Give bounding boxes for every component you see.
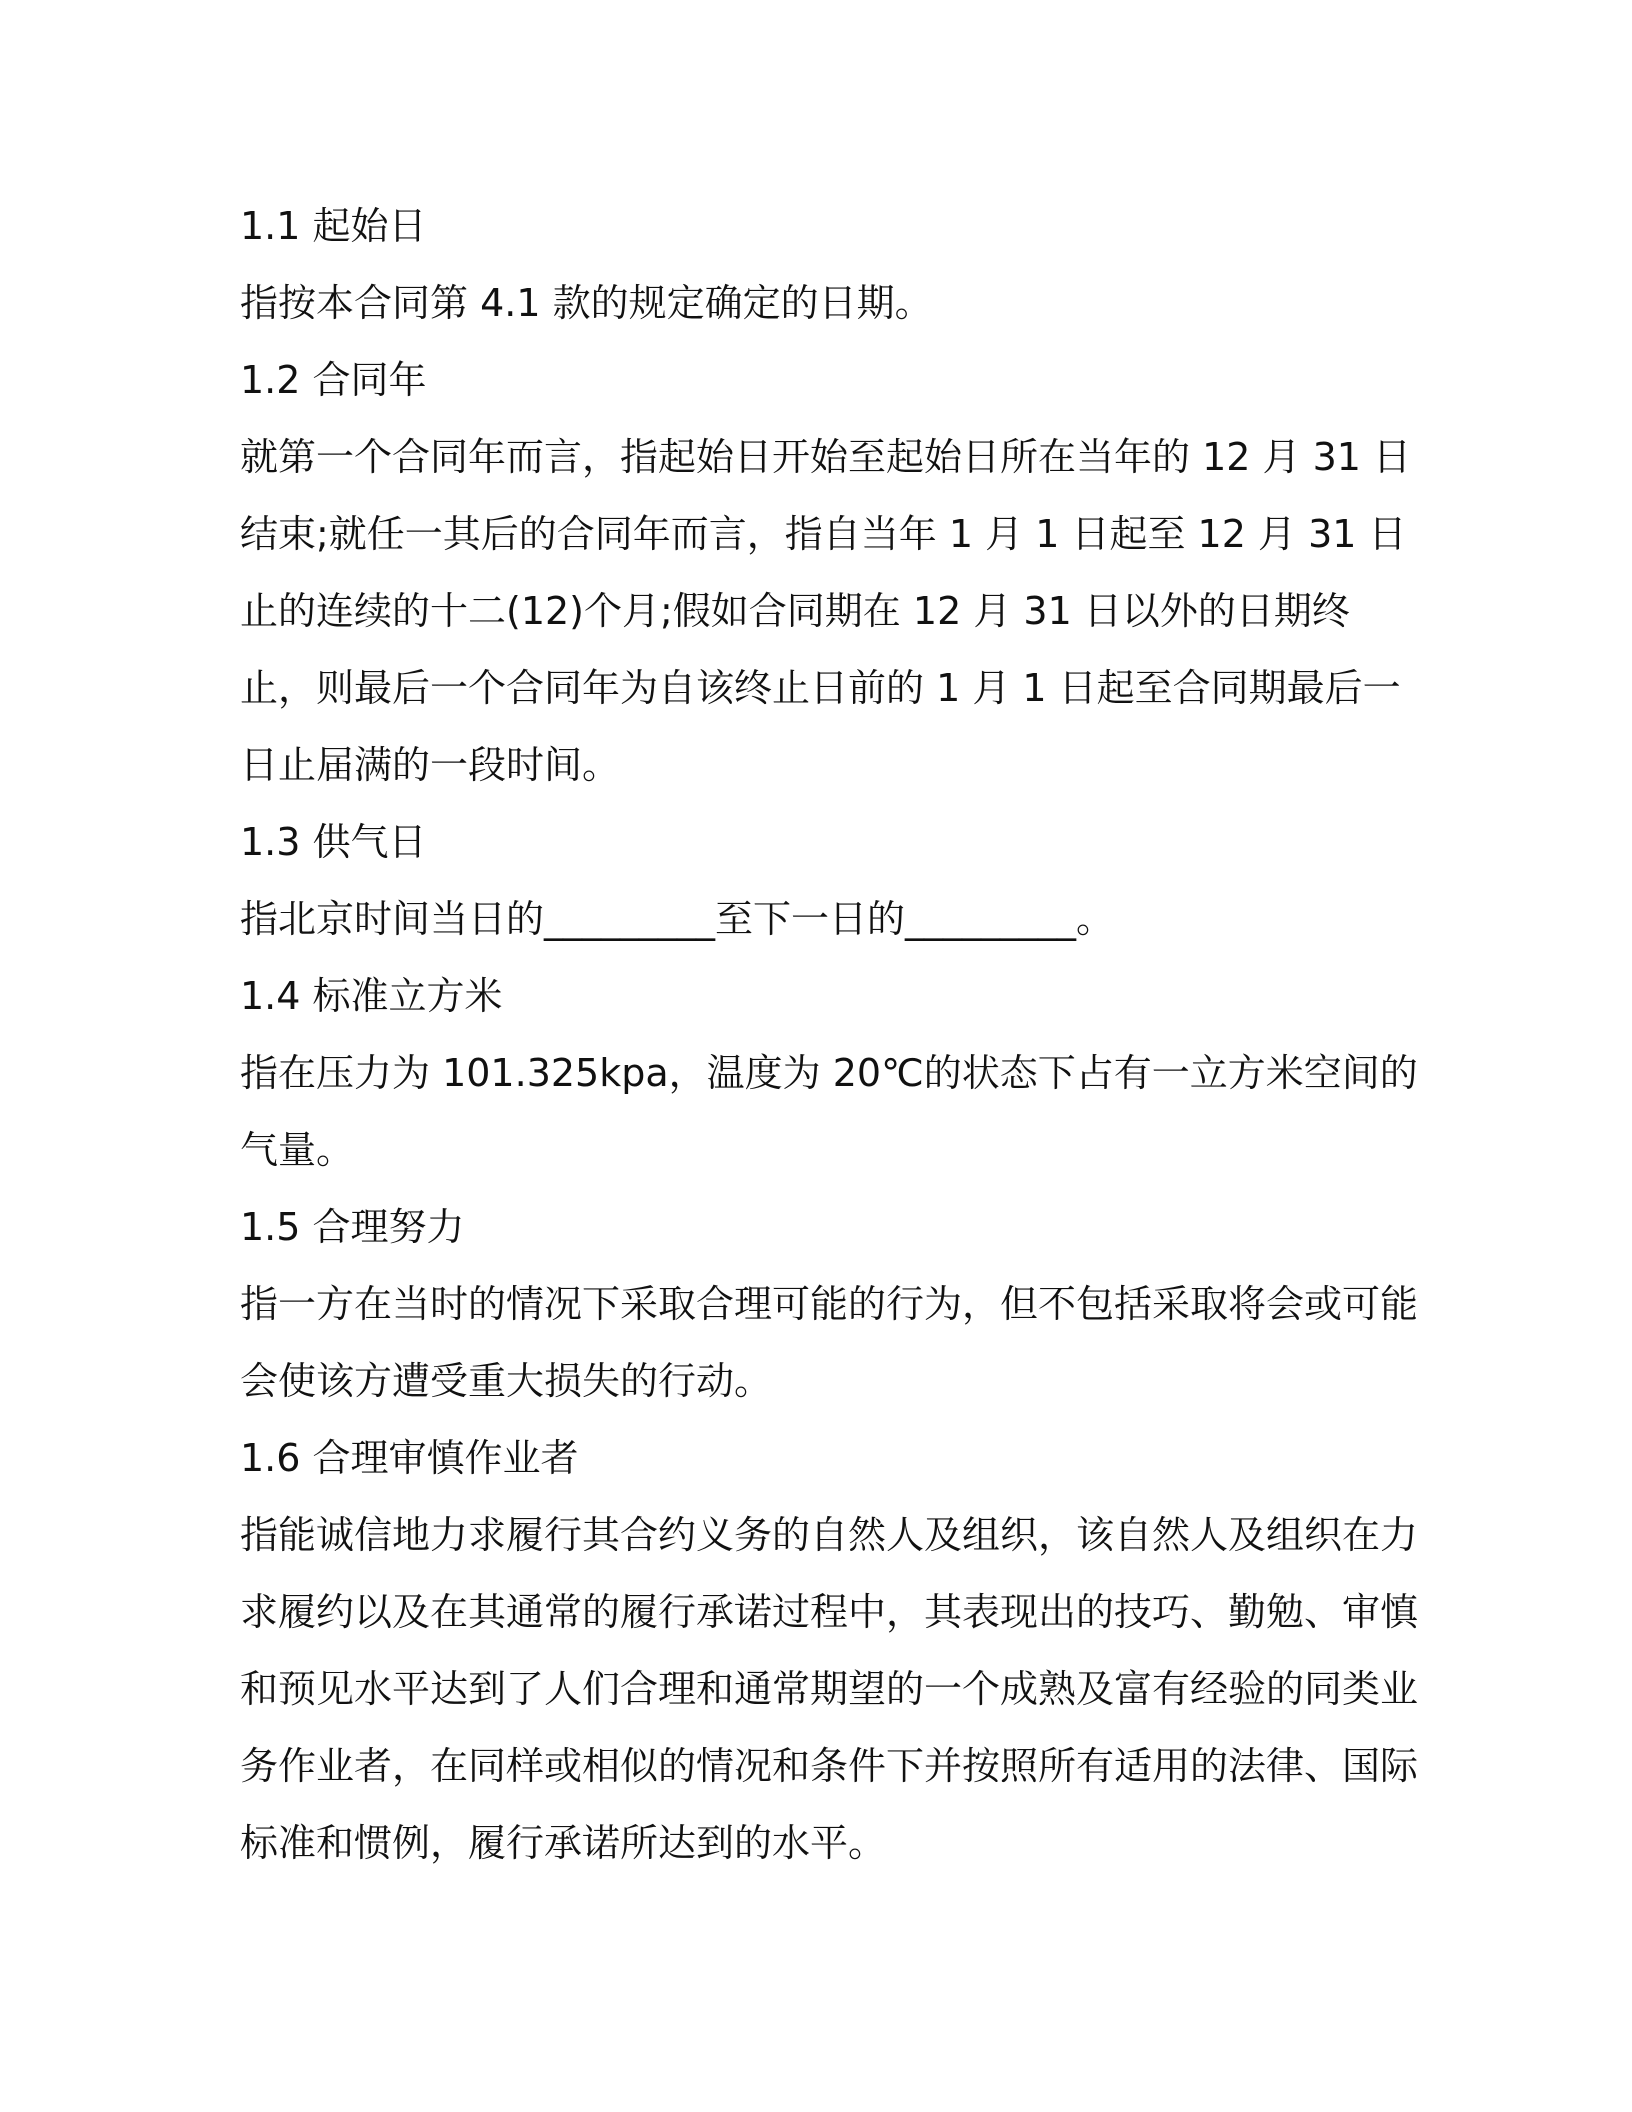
section-text: 指按本合同第 4.1 款的规定确定的日期。 bbox=[240, 281, 933, 325]
section-1-1 bbox=[240, 188, 1420, 342]
section-1-6 bbox=[240, 1420, 1420, 1882]
section-1-2 bbox=[240, 342, 1420, 804]
section-1-5 bbox=[240, 1189, 1420, 1420]
section-text: 指能诚信地力求履行其合约义务的自然人及组织，该自然人及组织在力求履约以及在其通常的履行承诺过程中，其表现出的技巧、勤勉、审慎和预见水平达到了人们合理和通常期望的一个成熟及富有经验的同类业务作业者，在同样或相似的情况和条件下并按照所有适用的法律、国际标准和惯例，履行承诺所达到的水平。 bbox=[240, 1513, 1419, 1865]
section-1-4 bbox=[240, 958, 1420, 1189]
section-text: 指北京时间当日的_________至下一日的_________。 bbox=[240, 897, 1115, 941]
section-heading: 1.6 合理审慎作业者 bbox=[240, 1436, 579, 1480]
section-text: 指一方在当时的情况下采取合理可能的行为，但不包括采取将会或可能会使该方遭受重大损失的行动。 bbox=[240, 1282, 1419, 1403]
section-heading: 1.3 供气日 bbox=[240, 820, 427, 864]
section-1-3 bbox=[240, 804, 1420, 958]
section-heading: 1.4 标准立方米 bbox=[240, 974, 503, 1018]
section-heading: 1.1 起始日 bbox=[240, 204, 427, 248]
section-text: 就第一个合同年而言，指起始日开始至起始日所在当年的 12 月 31 日结束;就任一其后的合同年而言，指自当年 1 月 1 日起至 12 月 31 日止的连续的十二(12)个月;假如合同期在 12 月 31 日以外的日期终止，则最后一个合同年为自该终止日前的 1 月 1 日起至合同期最后一日止届满的一段时间。 bbox=[240, 435, 1412, 787]
section-text: 指在压力为 101.325kpa，温度为 20℃的状态下占有一立方米空间的气量。 bbox=[240, 1051, 1418, 1172]
section-heading: 1.5 合理努力 bbox=[240, 1205, 465, 1249]
document-body bbox=[240, 188, 1420, 1882]
section-heading: 1.2 合同年 bbox=[240, 358, 427, 402]
